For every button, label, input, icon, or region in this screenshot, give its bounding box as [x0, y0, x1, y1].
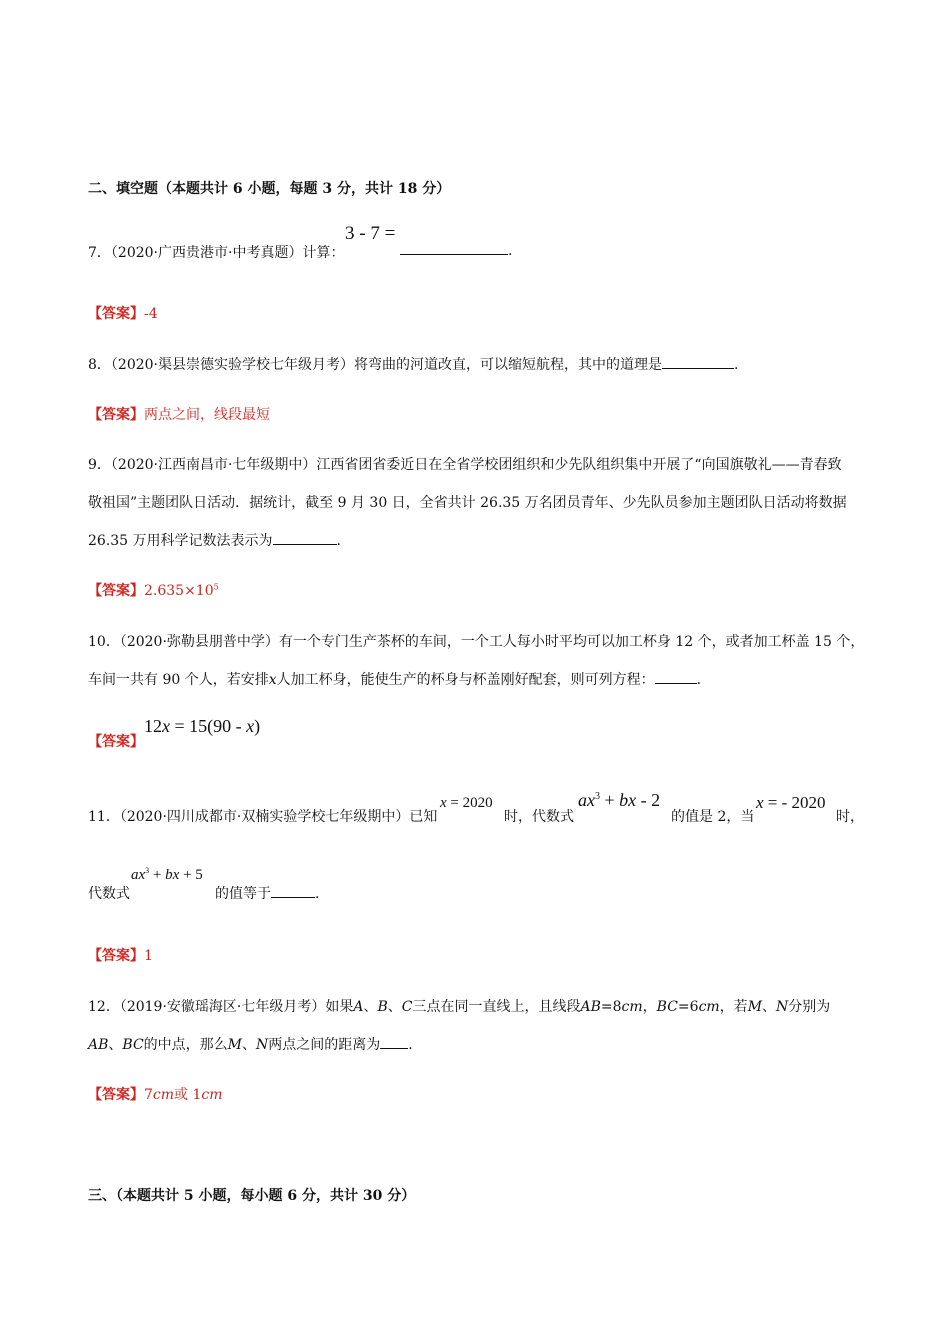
q12-line2-a: 的中点，那么 [143, 1037, 228, 1053]
q12-cm2: cm [698, 999, 720, 1015]
q11-cond2-value: = - 2020 [763, 793, 826, 812]
question-9-line-3 [88, 530, 341, 550]
q11-prefix: 11．（2020·四川成都市·双楠实验学校七年级期中）已知 [88, 809, 438, 825]
q11-condition-1 [440, 795, 493, 812]
q12-line1-b: 三点在同一直线上，且线段 [412, 999, 581, 1015]
q10-eq-x2: x [246, 716, 255, 736]
q11-end: . [315, 886, 320, 902]
question-12-line-1 [88, 996, 830, 1016]
question-8 [88, 354, 738, 374]
q7-blank-line [400, 242, 512, 259]
q8-answer-value: 两点之间，线段最短 [144, 407, 270, 423]
q10-eq-close: ) [254, 716, 261, 736]
q11-mid-3: 时， [836, 809, 864, 825]
q11-line2-b-text: 的值等于 [215, 886, 271, 902]
q12-cm1: cm [621, 999, 643, 1015]
q10-var-x: x [268, 672, 277, 688]
q11-blank [271, 885, 315, 898]
q11-line2-b [215, 883, 319, 903]
q12-answer-label: 【答案】 [88, 1087, 144, 1103]
q12-blank [380, 1036, 408, 1049]
q12-sep1: 、 [363, 999, 378, 1015]
q11-expr1-plus: + [600, 790, 620, 810]
q7-end: . [508, 243, 513, 259]
q11-expr2-const: + 5 [179, 867, 203, 883]
q12-answer-or: 或 1 [174, 1087, 202, 1103]
q11-answer-label: 【答案】 [88, 948, 144, 964]
q8-text: 8．（2020·渠县崇德实验学校七年级月考）将弯曲的河道改直，可以缩短航程，其中的道理是 [88, 357, 662, 373]
q10-eq-mid: = 15(90 - [170, 716, 247, 736]
q12-line1-c: ，若 [719, 999, 748, 1015]
section-2-title: 二、填空题（本题共计 6 小题，每题 3 分，共计 18 分） [88, 181, 451, 197]
q11-expression-2 [131, 866, 203, 884]
q12-line1-a: 12．（2019·安徽瑶海区·七年级月考）如果 [88, 999, 354, 1015]
q12-answer-1-unit: cm [152, 1087, 175, 1103]
q11-expr1-ax: ax [578, 790, 595, 810]
q11-expr2-plus: + [149, 867, 166, 883]
q12-comma1: ， [642, 999, 657, 1015]
q12-segment-ab: AB [580, 999, 601, 1015]
q10-eq-x: x [162, 716, 170, 736]
q9-end: . [336, 533, 341, 549]
q9-blank [273, 532, 337, 545]
q7-source: （2020·广西贵港市·中考真题）计算： [110, 245, 345, 261]
q12-answer [88, 1084, 223, 1104]
q11-expression-1 [578, 790, 660, 811]
q9-answer-base: 2.635×10 [144, 583, 214, 599]
q12-answer-2-unit: cm [201, 1087, 223, 1103]
q12-line2-b: 两点之间的距离为 [268, 1037, 381, 1053]
q12-sep2: 、 [387, 999, 402, 1015]
q9-answer [88, 580, 219, 600]
q10-line2-a: 车间一共有 90 个人，若安排 [88, 672, 269, 688]
q12-answer-1: 7 [144, 1087, 153, 1103]
q10-eq-coeff: 12 [144, 716, 162, 736]
q10-end: . [696, 672, 702, 688]
q12-point-m: M [747, 999, 763, 1015]
q12-line1-d: 分别为 [788, 999, 831, 1015]
q8-blank [662, 356, 734, 369]
q9-line3-text: 26.35 万用科学记数法表示为 [88, 533, 273, 549]
q12-segment-ab-2: AB [88, 1037, 109, 1053]
q10-line2-b: 人加工杯身，能使生产的杯身与杯盖刚好配套，则可列方程： [276, 672, 655, 688]
q12-point-a: A [353, 999, 364, 1015]
q11-cond2-x: x [756, 793, 764, 812]
question-9-line-2: 敬祖国”主题团队日活动．据统计，截至 9 月 30 日，全省共计 26.35 万名团员青年、少先队员参加主题团队日活动将数据 [88, 495, 847, 511]
question-10-line-2 [88, 669, 701, 689]
q11-expr1-bx: bx [619, 790, 637, 810]
q11-line2-a: 代数式 [88, 886, 130, 902]
q12-eq2: =6 [677, 999, 699, 1015]
q7-answer-value: -4 [144, 306, 158, 322]
q12-point-m-2: M [227, 1037, 243, 1053]
q11-mid-2: 的值是 2，当 [671, 809, 755, 825]
q8-end: . [733, 357, 739, 373]
question-9-line-1: 9．（2020·江西南昌市·七年级期中）江西省团省委近日在全省学校团组织和少先队组织集中开展了“向国旗敬礼——青春致 [88, 457, 842, 473]
q11-expr1-exp: 3 [595, 791, 600, 802]
q11-answer [88, 945, 153, 965]
q11-condition-2 [756, 793, 826, 813]
question-10-line-1: 10．（2020·弥勒县朋普中学）有一个专门生产茶杯的车间，一个工人每小时平均可以加工杯身 12 个，或者加工杯盖 15 个， [88, 634, 865, 650]
q12-point-b: B [377, 999, 388, 1015]
q12-eq1: =8 [600, 999, 622, 1015]
q11-expr1-const: - 2 [636, 790, 661, 810]
q8-answer-label: 【答案】 [88, 407, 144, 423]
section-3-title: 三、（本题共计 5 小题，每小题 6 分，共计 30 分） [88, 1188, 416, 1204]
q11-expr2-bx: bx [165, 867, 180, 883]
q9-answer-exponent: 5 [213, 582, 219, 592]
q11-cond1-x: x [440, 795, 447, 811]
q12-point-n-2: N [256, 1037, 269, 1053]
q12-segment-bc: BC [656, 999, 678, 1015]
question-12-line-2 [88, 1034, 413, 1054]
q11-answer-value: 1 [144, 948, 153, 964]
q8-answer [88, 404, 270, 424]
q11-expr2-exp: 3 [145, 866, 150, 875]
q9-answer-label: 【答案】 [88, 583, 144, 599]
q12-sep3: 、 [762, 999, 777, 1015]
q11-mid-1: 时，代数式 [504, 809, 574, 825]
q7-number: 7． [88, 245, 111, 261]
q10-answer-equation [144, 716, 260, 737]
q7-answer [88, 303, 158, 323]
q12-segment-bc-2: BC [122, 1037, 144, 1053]
q7-answer-label: 【答案】 [88, 306, 144, 322]
q12-point-n: N [776, 999, 789, 1015]
q7-expression: 3 - 7 = [345, 223, 396, 244]
q11-expr2-ax: ax [131, 867, 146, 883]
q10-answer-label: 【答案】 [88, 734, 144, 750]
question-7 [88, 242, 344, 262]
q12-sep4: 、 [108, 1037, 123, 1053]
q11-cond1-value: = 2020 [446, 795, 493, 811]
q12-end: . [408, 1037, 413, 1053]
q12-sep5: 、 [242, 1037, 257, 1053]
q10-blank [655, 671, 697, 684]
q12-point-c: C [401, 999, 413, 1015]
q7-blank [400, 242, 508, 255]
